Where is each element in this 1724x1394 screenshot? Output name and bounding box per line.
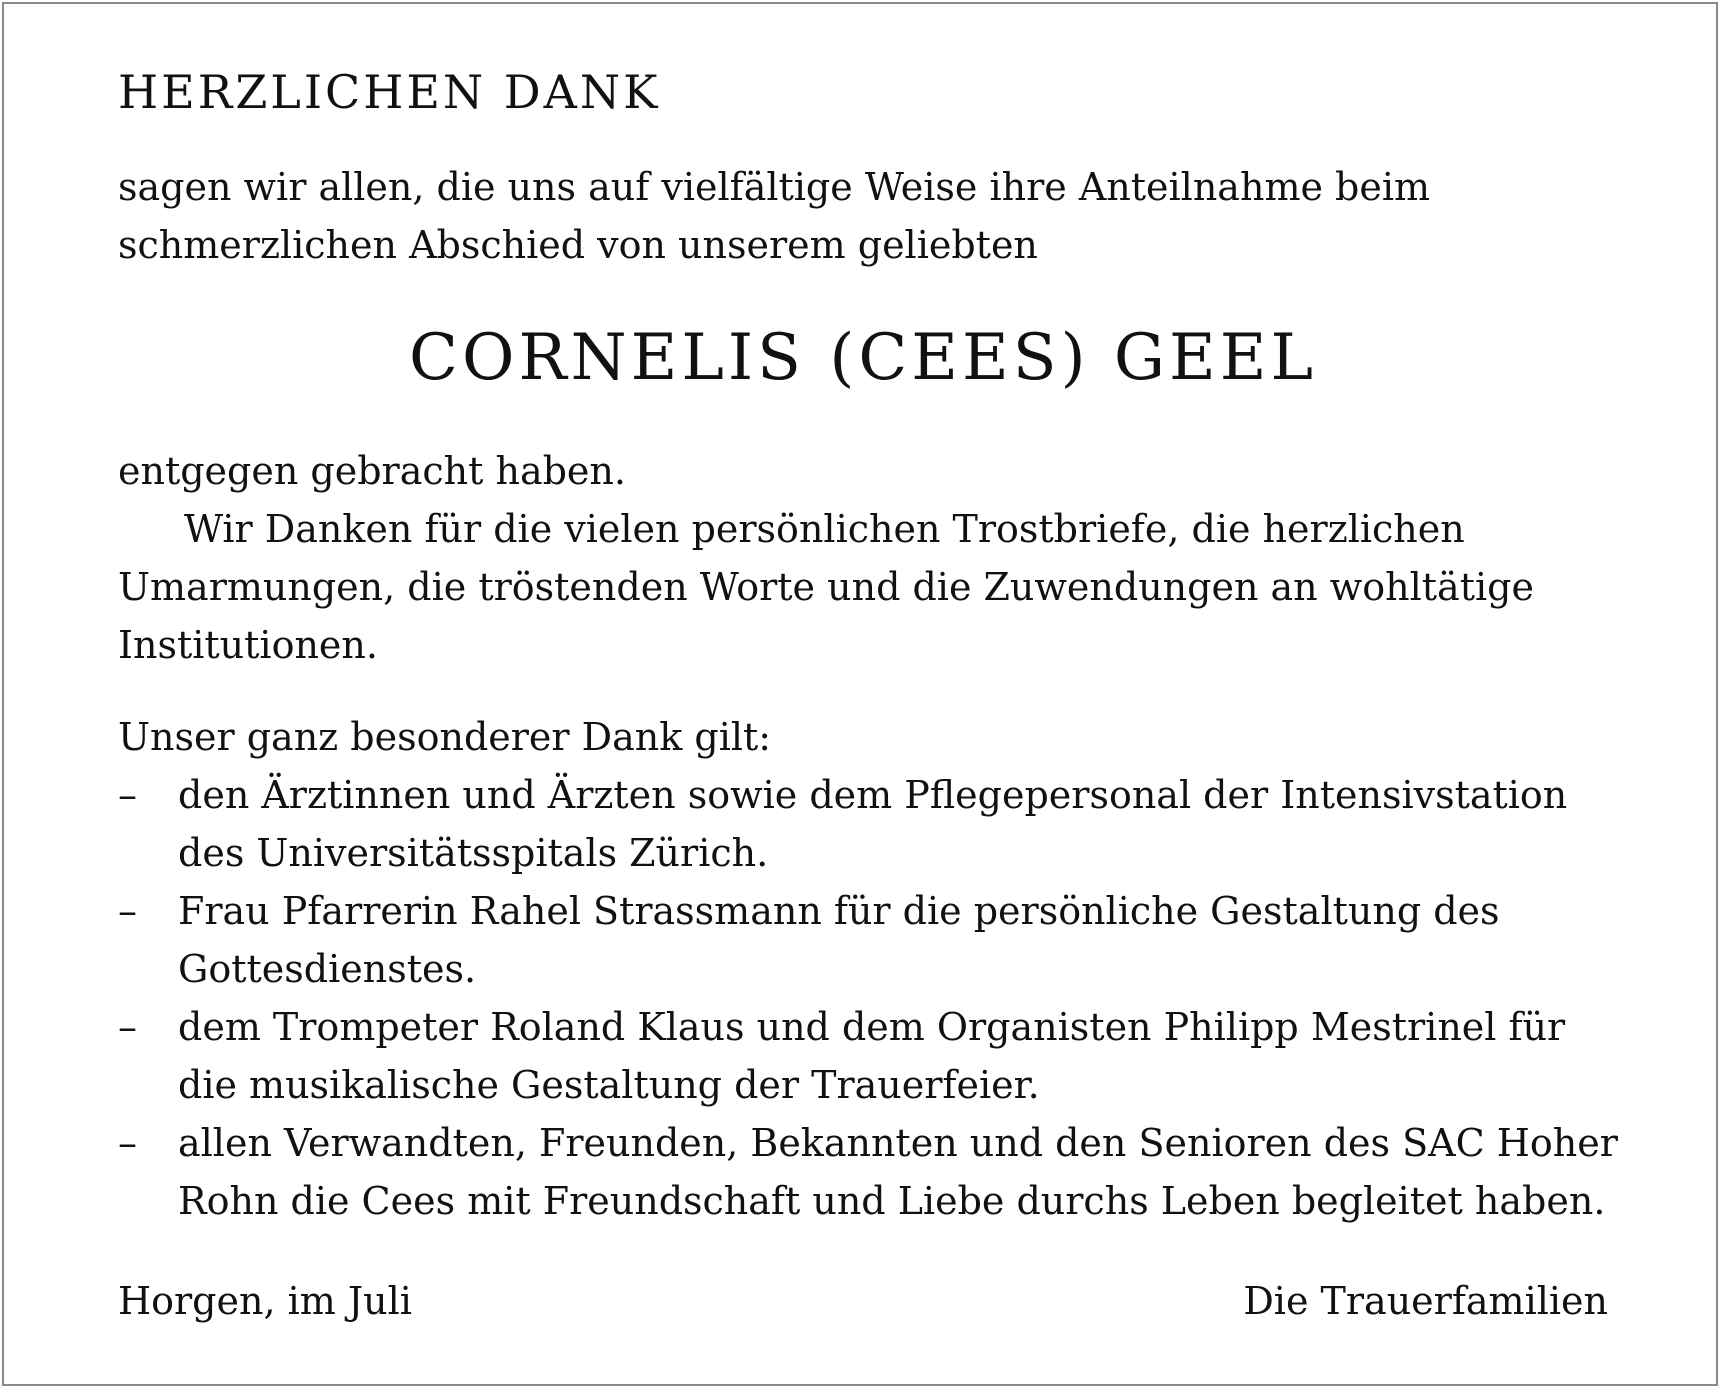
body-line: entgegen gebracht haben.: [118, 449, 626, 493]
list-item-line: allen Verwandten, Freunden, Bekannten und den Senioren des SAC Hoher: [178, 1121, 1618, 1165]
body-line: Umarmungen, die tröstenden Worte und die Zuwendungen an wohltätige: [118, 565, 1534, 609]
intro-line: schmerzlichen Abschied von unserem geliebten: [118, 223, 1038, 267]
place-and-date: Horgen, im Juli: [118, 1279, 412, 1323]
list-item-line: dem Trompeter Roland Klaus und dem Organisten Philipp Mestrinel für: [178, 1005, 1566, 1049]
body-line: Wir Danken für die vielen persönlichen Trostbriefe, die herzlichen: [184, 507, 1465, 551]
body-line: Institutionen.: [118, 623, 378, 667]
intro-text: [118, 158, 1608, 274]
list-item: [118, 882, 1608, 998]
dash-bullet: –: [118, 1005, 137, 1049]
notice-heading: HERZLICHEN DANK: [118, 65, 661, 119]
list-item-line: des Universitätsspitals Zürich.: [178, 831, 769, 875]
body-paragraph: [118, 442, 1608, 674]
list-item-line: Rohn die Cees mit Freundschaft und Liebe durchs Leben begleitet haben.: [178, 1179, 1606, 1223]
list-item-line: Gottesdienstes.: [178, 947, 477, 991]
thank-you-notice: [118, 0, 1618, 1394]
dash-bullet: –: [118, 773, 137, 817]
intro-line: sagen wir allen, die uns auf vielfältige Weise ihre Anteilnahme beim: [118, 165, 1431, 209]
dash-bullet: –: [118, 889, 137, 933]
list-item: [118, 1114, 1618, 1230]
dash-bullet: –: [118, 1121, 137, 1165]
deceased-name: CORNELIS (CEES) GEEL: [409, 321, 1317, 395]
signature: Die Trauerfamilien: [1243, 1279, 1608, 1323]
list-item: [118, 766, 1608, 882]
list-item-line: die musikalische Gestaltung der Trauerfeier.: [178, 1063, 1040, 1107]
list-item: [118, 998, 1608, 1114]
special-thanks-title: Unser ganz besonderer Dank gilt:: [118, 715, 772, 759]
list-item-line: Frau Pfarrerin Rahel Strassmann für die persönliche Gestaltung des: [178, 889, 1500, 933]
special-thanks-list: [118, 766, 1618, 1230]
list-item-line: den Ärztinnen und Ärzten sowie dem Pflegepersonal der Intensivstation: [178, 773, 1568, 817]
